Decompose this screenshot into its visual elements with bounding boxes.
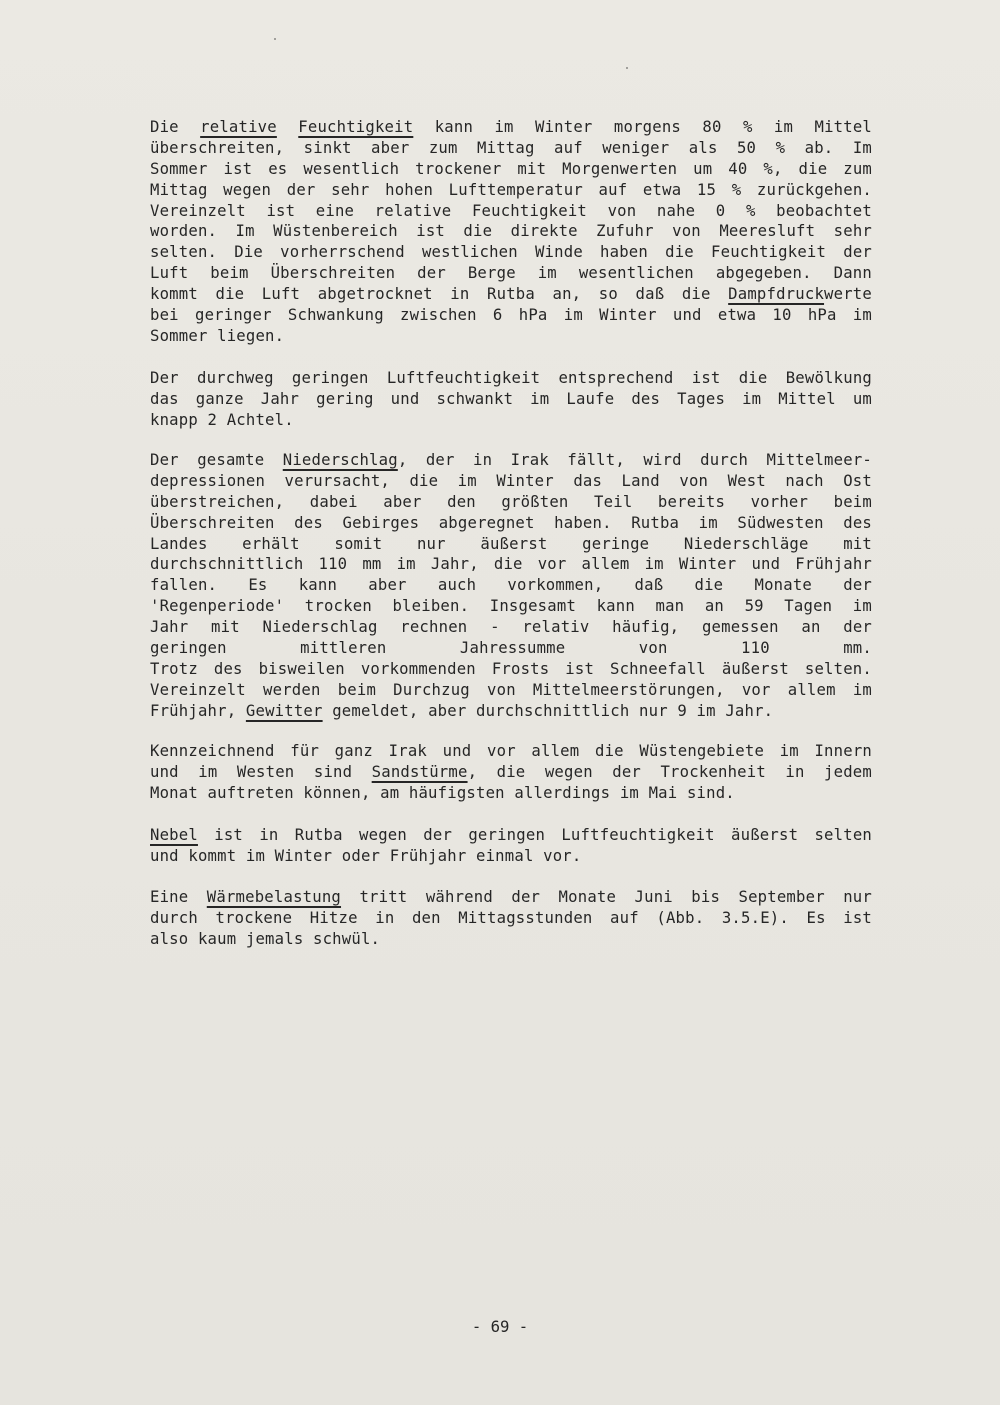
text-line [150,305,872,326]
text-line [150,908,872,929]
scan-speck [274,38,276,40]
text-line [150,554,872,575]
text-line [150,492,872,513]
text-line [150,138,872,159]
paragraph-heat-load [150,887,872,950]
text-run: werte [824,285,872,304]
text-line [150,659,872,680]
text-run: Frühjahr, [150,701,246,720]
text-line [150,513,872,534]
text-run: kann im Winter morgens 80 % im Mittel [413,118,872,136]
text-run: Mittag wegen der sehr hohen Lufttemperatur auf etwa 15 % zurückgehen. [150,180,872,199]
text-run: durchschnittlich 110 mm im Jahr, die vor allem im Winter und Frühjahr [150,555,872,574]
text-line [150,575,872,596]
text-run: selten. Die vorherrschend westlichen Winde haben die Feuchtigkeit der [150,243,872,262]
text-run: Sommer ist es wesentlich trockener mit Morgenwerten um 40 %, die zum [150,159,872,178]
text-line [150,180,872,201]
text-run: Eine [150,888,207,906]
underlined-term: Niederschlag [282,451,398,469]
text-line [150,762,872,783]
text-run: kommt die Luft abgetrocknet in Rutba an, so daß die [150,285,729,304]
text-line [150,638,872,659]
text-run: , die wegen der Trockenheit in jedem [467,762,872,781]
underlined-term: Sandstürme [371,762,468,781]
underlined-term: Wärmebelastung [206,888,342,906]
text-run: Der gesamte [150,451,283,469]
underlined-term: Dampfdruck [728,285,825,304]
text-line [150,887,872,908]
text-line [150,617,872,638]
text-run: Kennzeichnend für ganz Irak und vor allem die Wüstengebiete im Innern [150,742,872,760]
text-run: Luft beim Überschreiten der Berge im wesentlichen abgegeben. Dann [150,264,872,283]
text-line [150,326,872,347]
text-run: depressionen verursacht, die im Winter das Land von West nach Ost [150,471,872,490]
text-run: worden. Im Wüstenbereich ist die direkte Zufuhr von Meeresluft sehr [150,222,872,241]
text-run: überstreichen, dabei aber den größten Teil bereits vorher beim [150,492,872,511]
text-run: , der in Irak fällt, wird durch Mittelmeer- [397,451,872,469]
paragraph-fog [150,825,872,867]
text-line [150,221,872,242]
text-line [150,450,872,471]
underlined-term: Feuchtigkeit [298,118,414,136]
text-line [150,159,872,180]
text-run: ist in Rutba wegen der geringen Luftfeuchtigkeit äußerst selten [197,826,872,844]
underlined-term: Nebel [150,826,198,844]
text-run: Trotz des bisweilen vorkommenden Frosts ist Schneefall äußerst selten. [150,659,872,678]
text-line [150,783,872,804]
text-run: Jahr mit Niederschlag rechnen - relativ häufig, gemessen an der [150,618,872,637]
text-run: überschreiten, sinkt aber zum Mittag auf weniger als 50 % ab. Im [150,138,872,157]
text-run: fallen. Es kann aber auch vorkommen, daß die Monate der [150,576,872,595]
text-run: Die [150,118,201,136]
text-run: Vereinzelt ist eine relative Feuchtigkeit von nahe 0 % beobachtet [150,201,872,220]
text-run: geringen mittleren Jahressumme von 110 mm. [150,639,872,658]
text-line [150,846,872,867]
text-line [150,117,872,138]
page-number: - 69 - [471,1318,529,1336]
text-run [277,118,298,136]
text-line [150,201,872,222]
text-line [150,534,872,555]
text-run: durch trockene Hitze in den Mittagsstunden auf (Abb. 3.5.E). Es ist [150,908,872,927]
text-run: knapp 2 Achtel. [150,410,294,429]
text-run: tritt während der Monate Juni bis September nur [341,888,872,906]
paragraph-relative-humidity [150,117,872,347]
text-line [150,284,872,305]
text-line [150,741,872,762]
text-line [150,410,872,431]
text-line [150,701,872,722]
text-run: Der durchweg geringen Luftfeuchtigkeit entsprechend ist die Bewölkung [150,369,872,387]
text-run: das ganze Jahr gering und schwankt im Laufe des Tages im Mittel um [150,389,872,408]
text-run: bei geringer Schwankung zwischen 6 hPa im Winter und etwa 10 hPa im [150,306,872,325]
paragraph-sandstorms [150,741,872,804]
text-line [150,929,872,950]
text-line [150,389,872,410]
text-line [150,825,872,846]
paragraph-cloud-cover [150,368,872,431]
text-run: Monat auftreten können, am häufigsten allerdings im Mai sind. [150,783,735,802]
text-line [150,680,872,701]
text-line [150,368,872,389]
scan-speck [626,67,628,69]
text-run: gemeldet, aber durchschnittlich nur 9 im Jahr. [322,701,774,720]
text-run: Überschreiten des Gebirges abgeregnet haben. Rutba im Südwesten des [150,513,872,532]
text-line [150,263,872,284]
text-line [150,471,872,492]
underlined-term: Gewitter [245,701,323,720]
text-run: Sommer liegen. [150,326,285,345]
text-run: und im Westen sind [150,762,372,781]
text-run: 'Regenperiode' trocken bleiben. Insgesamt kann man an 59 Tagen im [150,597,872,616]
text-run: Vereinzelt werden beim Durchzug von Mittelmeerstörungen, vor allem im [150,680,872,699]
text-line [150,596,872,617]
text-run: und kommt im Winter oder Frühjahr einmal vor. [150,846,582,865]
text-line [150,242,872,263]
text-run: also kaum jemals schwül. [150,929,381,948]
text-run: Landes erhält somit nur äußerst geringe Niederschläge mit [150,534,872,553]
paragraph-precipitation [150,450,872,722]
underlined-term: relative [200,118,277,136]
